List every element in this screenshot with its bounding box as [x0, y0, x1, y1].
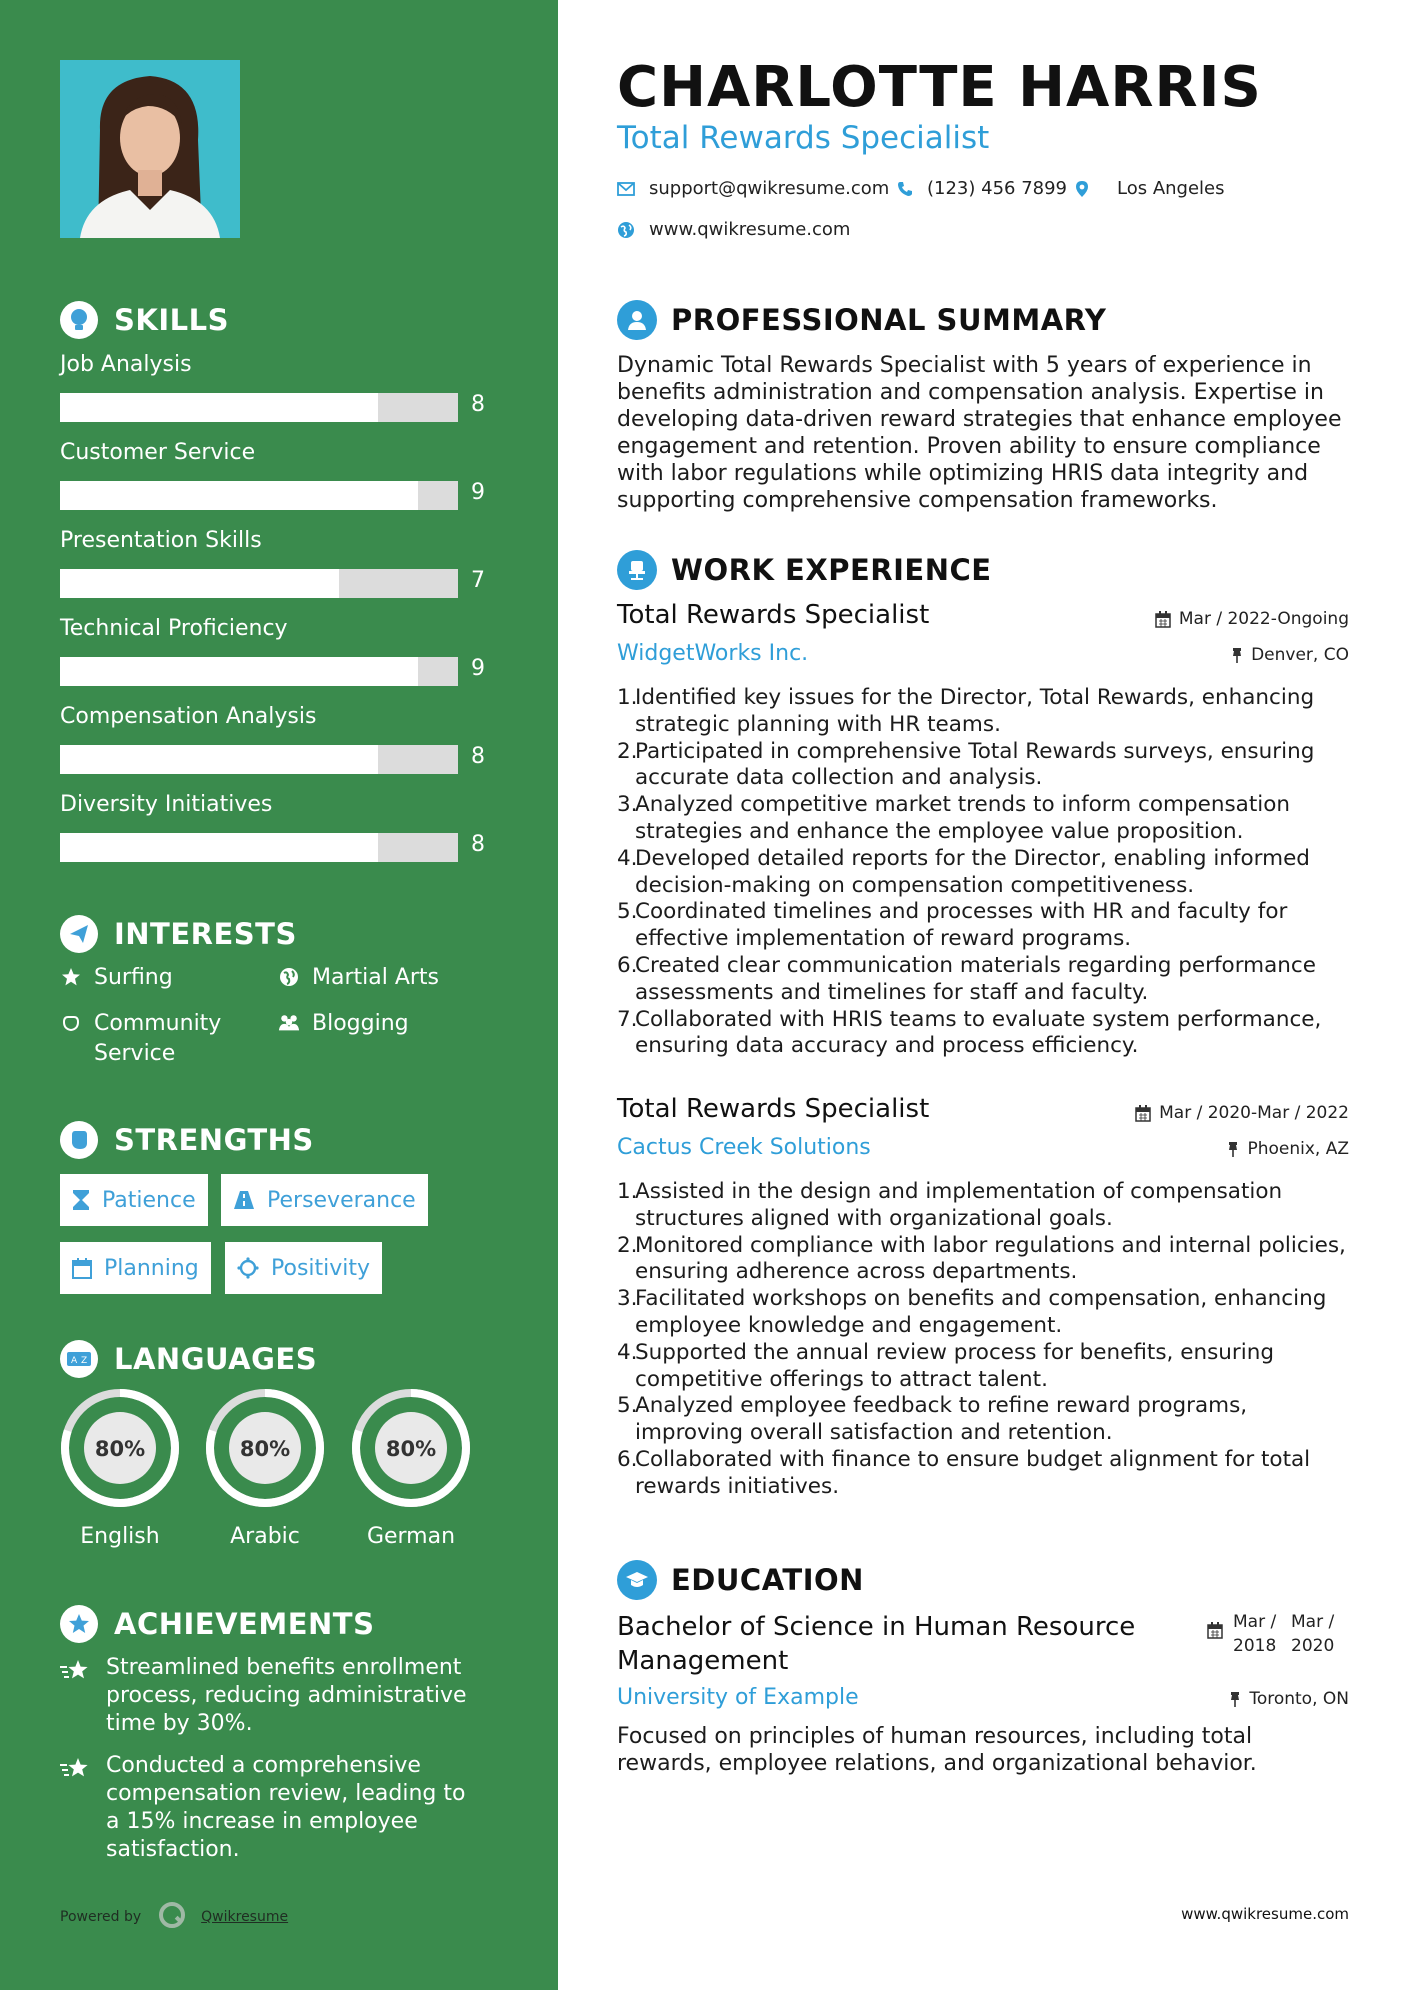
language-name: Arabic [230, 1524, 300, 1549]
education-location: Toronto, ON [1229, 1689, 1349, 1709]
list-item: 3. Facilitated workshops on benefits and compensation, enhancing employee knowledge and engagement. [617, 1286, 1327, 1338]
contact-website: www.qwikresume.com [617, 219, 850, 240]
list-item: 3. Analyzed competitive market trends to inform compensation strategies and enhance the employee value proposition. [617, 792, 1291, 844]
candidate-name: CHARLOTTE HARRIS [617, 55, 1262, 120]
star-badge-icon [60, 1605, 98, 1643]
calendar-icon [1135, 1105, 1151, 1122]
skill-name: Job Analysis [60, 352, 192, 377]
pushpin-icon [1231, 647, 1243, 664]
sun-icon [237, 1257, 259, 1279]
language-item [349, 1386, 473, 1549]
skill-value: 8 [471, 744, 485, 769]
job-dates: Mar / 2020-Mar / 2022 [1135, 1103, 1349, 1123]
list-item: 1. Assisted in the design and implementation of compensation structures aligned with organizational goals. [617, 1179, 1283, 1231]
star-achievement-icon [60, 1752, 92, 1864]
job-title: Total Rewards Specialist [617, 600, 930, 630]
list-item: 4. Supported the annual review process for benefits, ensuring competitive offerings to attract talent. [617, 1339, 1274, 1392]
education-start: Mar / 2018 [1233, 1612, 1277, 1656]
list-item: 5. Coordinated timelines and processes with HR and faculty for effective implementation of reward programs. [617, 899, 1288, 952]
skill-bar [60, 393, 458, 422]
profile-photo [60, 60, 240, 238]
skill-value: 8 [471, 832, 485, 857]
skill-fill [60, 745, 378, 774]
skill-value: 7 [471, 568, 485, 593]
road-icon [233, 1190, 255, 1210]
graduation-cap-icon [617, 1560, 657, 1600]
pushpin-icon [1229, 1691, 1241, 1708]
star-achievement-icon [60, 1654, 92, 1738]
achievement-item: Streamlined benefits enrollment process, reducing administrative time by 30%. [60, 1654, 480, 1738]
education-dates [1207, 1610, 1349, 1658]
education-description: Focused on principles of human resources, including total rewards, employee relations, and organizational behavior. [617, 1724, 1257, 1776]
list-item: 5. Analyzed employee feedback to refine reward programs, improving overall satisfaction and retention. [617, 1393, 1248, 1446]
skill-item [60, 526, 500, 593]
language-ring [203, 1386, 327, 1510]
languages-heading: A Z LANGUAGES [60, 1337, 317, 1381]
job-company: WidgetWorks Inc. [617, 641, 809, 666]
summary-heading: PROFESSIONAL SUMMARY [617, 298, 1106, 342]
list-item: 6. Collaborated with finance to ensure budget alignment for total rewards initiatives. [617, 1446, 1311, 1499]
list-item: 2. Monitored compliance with labor regulations and internal policies, ensuring adherence across departments. [617, 1232, 1346, 1285]
language-ring [349, 1386, 473, 1510]
globe-icon [278, 963, 300, 987]
job-bullets [617, 685, 1349, 1060]
users-icon [278, 1009, 300, 1033]
language-percent: 80% [94, 1437, 146, 1461]
skill-bar [60, 745, 458, 774]
svg-text:A: A [71, 1356, 78, 1366]
interests-heading: INTERESTS [60, 912, 297, 956]
list-item: 2. Participated in comprehensive Total Rewards surveys, ensuring accurate data collection and analysis. [617, 738, 1315, 791]
skill-name: Technical Proficiency [60, 616, 288, 641]
skill-fill [60, 833, 378, 862]
interest-item: Surfing [60, 963, 173, 993]
globe-icon [617, 221, 635, 239]
strength-chip: Patience [60, 1174, 208, 1226]
map-pin-icon [1075, 180, 1089, 198]
skill-value: 9 [471, 656, 485, 681]
lightbulb-icon [60, 301, 98, 339]
job-company: Cactus Creek Solutions [617, 1135, 871, 1160]
education-end: Mar / 2020 [1291, 1612, 1335, 1656]
calendar-icon [1155, 611, 1171, 628]
envelope-icon [617, 182, 635, 196]
job-location: Denver, CO [1231, 645, 1349, 665]
skill-bar [60, 569, 458, 598]
pushpin-icon [1227, 1141, 1239, 1158]
svg-text:Z: Z [81, 1356, 88, 1366]
language-name: German [366, 1524, 456, 1549]
list-item: 6. Created clear communication materials regarding performance assessments and timelines for staff and faculty. [617, 952, 1316, 1005]
strength-chip: Positivity [225, 1242, 382, 1294]
language-percent: 80% [239, 1437, 291, 1461]
language-icon [60, 1340, 98, 1378]
job-title: Total Rewards Specialist [617, 1094, 930, 1124]
school-name: University of Example [617, 1685, 859, 1710]
skill-fill [60, 569, 339, 598]
calendar-icon [72, 1257, 92, 1279]
briefcase-chair-icon [617, 550, 657, 590]
contact-location: Los Angeles [1075, 178, 1225, 199]
calendar-icon [1207, 1610, 1223, 1658]
skill-item [60, 350, 500, 417]
skill-item [60, 702, 500, 769]
main-content [617, 0, 1349, 1990]
contact-phone: (123) 456 7899 [897, 178, 1067, 199]
sidebar [0, 0, 558, 1990]
skill-fill [60, 393, 378, 422]
skill-item [60, 790, 500, 857]
paper-plane-icon [60, 915, 98, 953]
contact-email: support@qwikresume.com [617, 178, 889, 199]
skill-name: Presentation Skills [60, 528, 262, 553]
candidate-role: Total Rewards Specialist [617, 120, 990, 156]
footer-url: www.qwikresume.com [1181, 1905, 1349, 1923]
skill-fill [60, 481, 418, 510]
strength-chip: Planning [60, 1242, 211, 1294]
interest-item: Blogging [278, 1009, 409, 1039]
skill-bar [60, 657, 458, 686]
strengths-heading: STRENGTHS [60, 1118, 314, 1162]
strength-chip: Perseverance [221, 1174, 428, 1226]
list-item: 1. Identified key issues for the Director, Total Rewards, enhancing strategic planning with HR teams. [617, 685, 1315, 737]
powered-by: Powered by Qwikresume [60, 1900, 288, 1934]
phone-icon [897, 181, 913, 197]
experience-heading: WORK EXPERIENCE [617, 548, 992, 592]
qwikresume-logo-icon [157, 1900, 187, 1934]
degree-title: Bachelor of Science in Human Resource Management [617, 1612, 1136, 1676]
interest-item: Martial Arts [278, 963, 439, 993]
skill-item [60, 438, 500, 505]
skill-item [60, 614, 500, 681]
hand-icon [60, 1009, 82, 1033]
skills-heading: SKILLS [60, 298, 229, 342]
skill-fill [60, 657, 418, 686]
list-item: 4. Developed detailed reports for the Director, enabling informed decision-making on compensation competitiveness. [617, 845, 1310, 898]
skill-bar [60, 481, 458, 510]
job-bullets [617, 1179, 1349, 1501]
skill-name: Diversity Initiatives [60, 792, 273, 817]
qwikresume-link[interactable]: Qwikresume [201, 1909, 289, 1925]
achievements-heading: ACHIEVEMENTS [60, 1602, 374, 1646]
skill-bar [60, 833, 458, 862]
skill-value: 9 [471, 480, 485, 505]
user-icon [617, 300, 657, 340]
language-item [58, 1386, 182, 1549]
language-percent: 80% [385, 1437, 437, 1461]
skill-name: Compensation Analysis [60, 704, 317, 729]
fist-icon [60, 1121, 98, 1159]
summary-text: Dynamic Total Rewards Specialist with 5 years of experience in benefits administration and compensation analysis. Expertise in developing data-driven reward strategies that enhance employee engagement and retention. Proven ability to ensure compliance with labor regulations while optimizing HRIS data integrity and supporting comprehensive compensation frameworks. [617, 353, 1342, 513]
skill-name: Customer Service [60, 440, 256, 465]
job-dates: Mar / 2022-Ongoing [1155, 609, 1349, 629]
language-name: English [80, 1524, 160, 1549]
star-icon [60, 963, 82, 987]
language-ring [58, 1386, 182, 1510]
interest-item: Community Service [60, 1009, 221, 1069]
hourglass-icon [72, 1189, 90, 1211]
skill-value: 8 [471, 392, 485, 417]
language-item [203, 1386, 327, 1549]
job-location: Phoenix, AZ [1227, 1139, 1349, 1159]
education-heading: EDUCATION [617, 1558, 864, 1602]
list-item: 7. Collaborated with HRIS teams to evaluate system performance, ensuring data accuracy and process efficiency. [617, 1006, 1322, 1059]
achievement-item: Conducted a comprehensive compensation review, leading to a 15% increase in employee satisfaction. [60, 1752, 480, 1864]
